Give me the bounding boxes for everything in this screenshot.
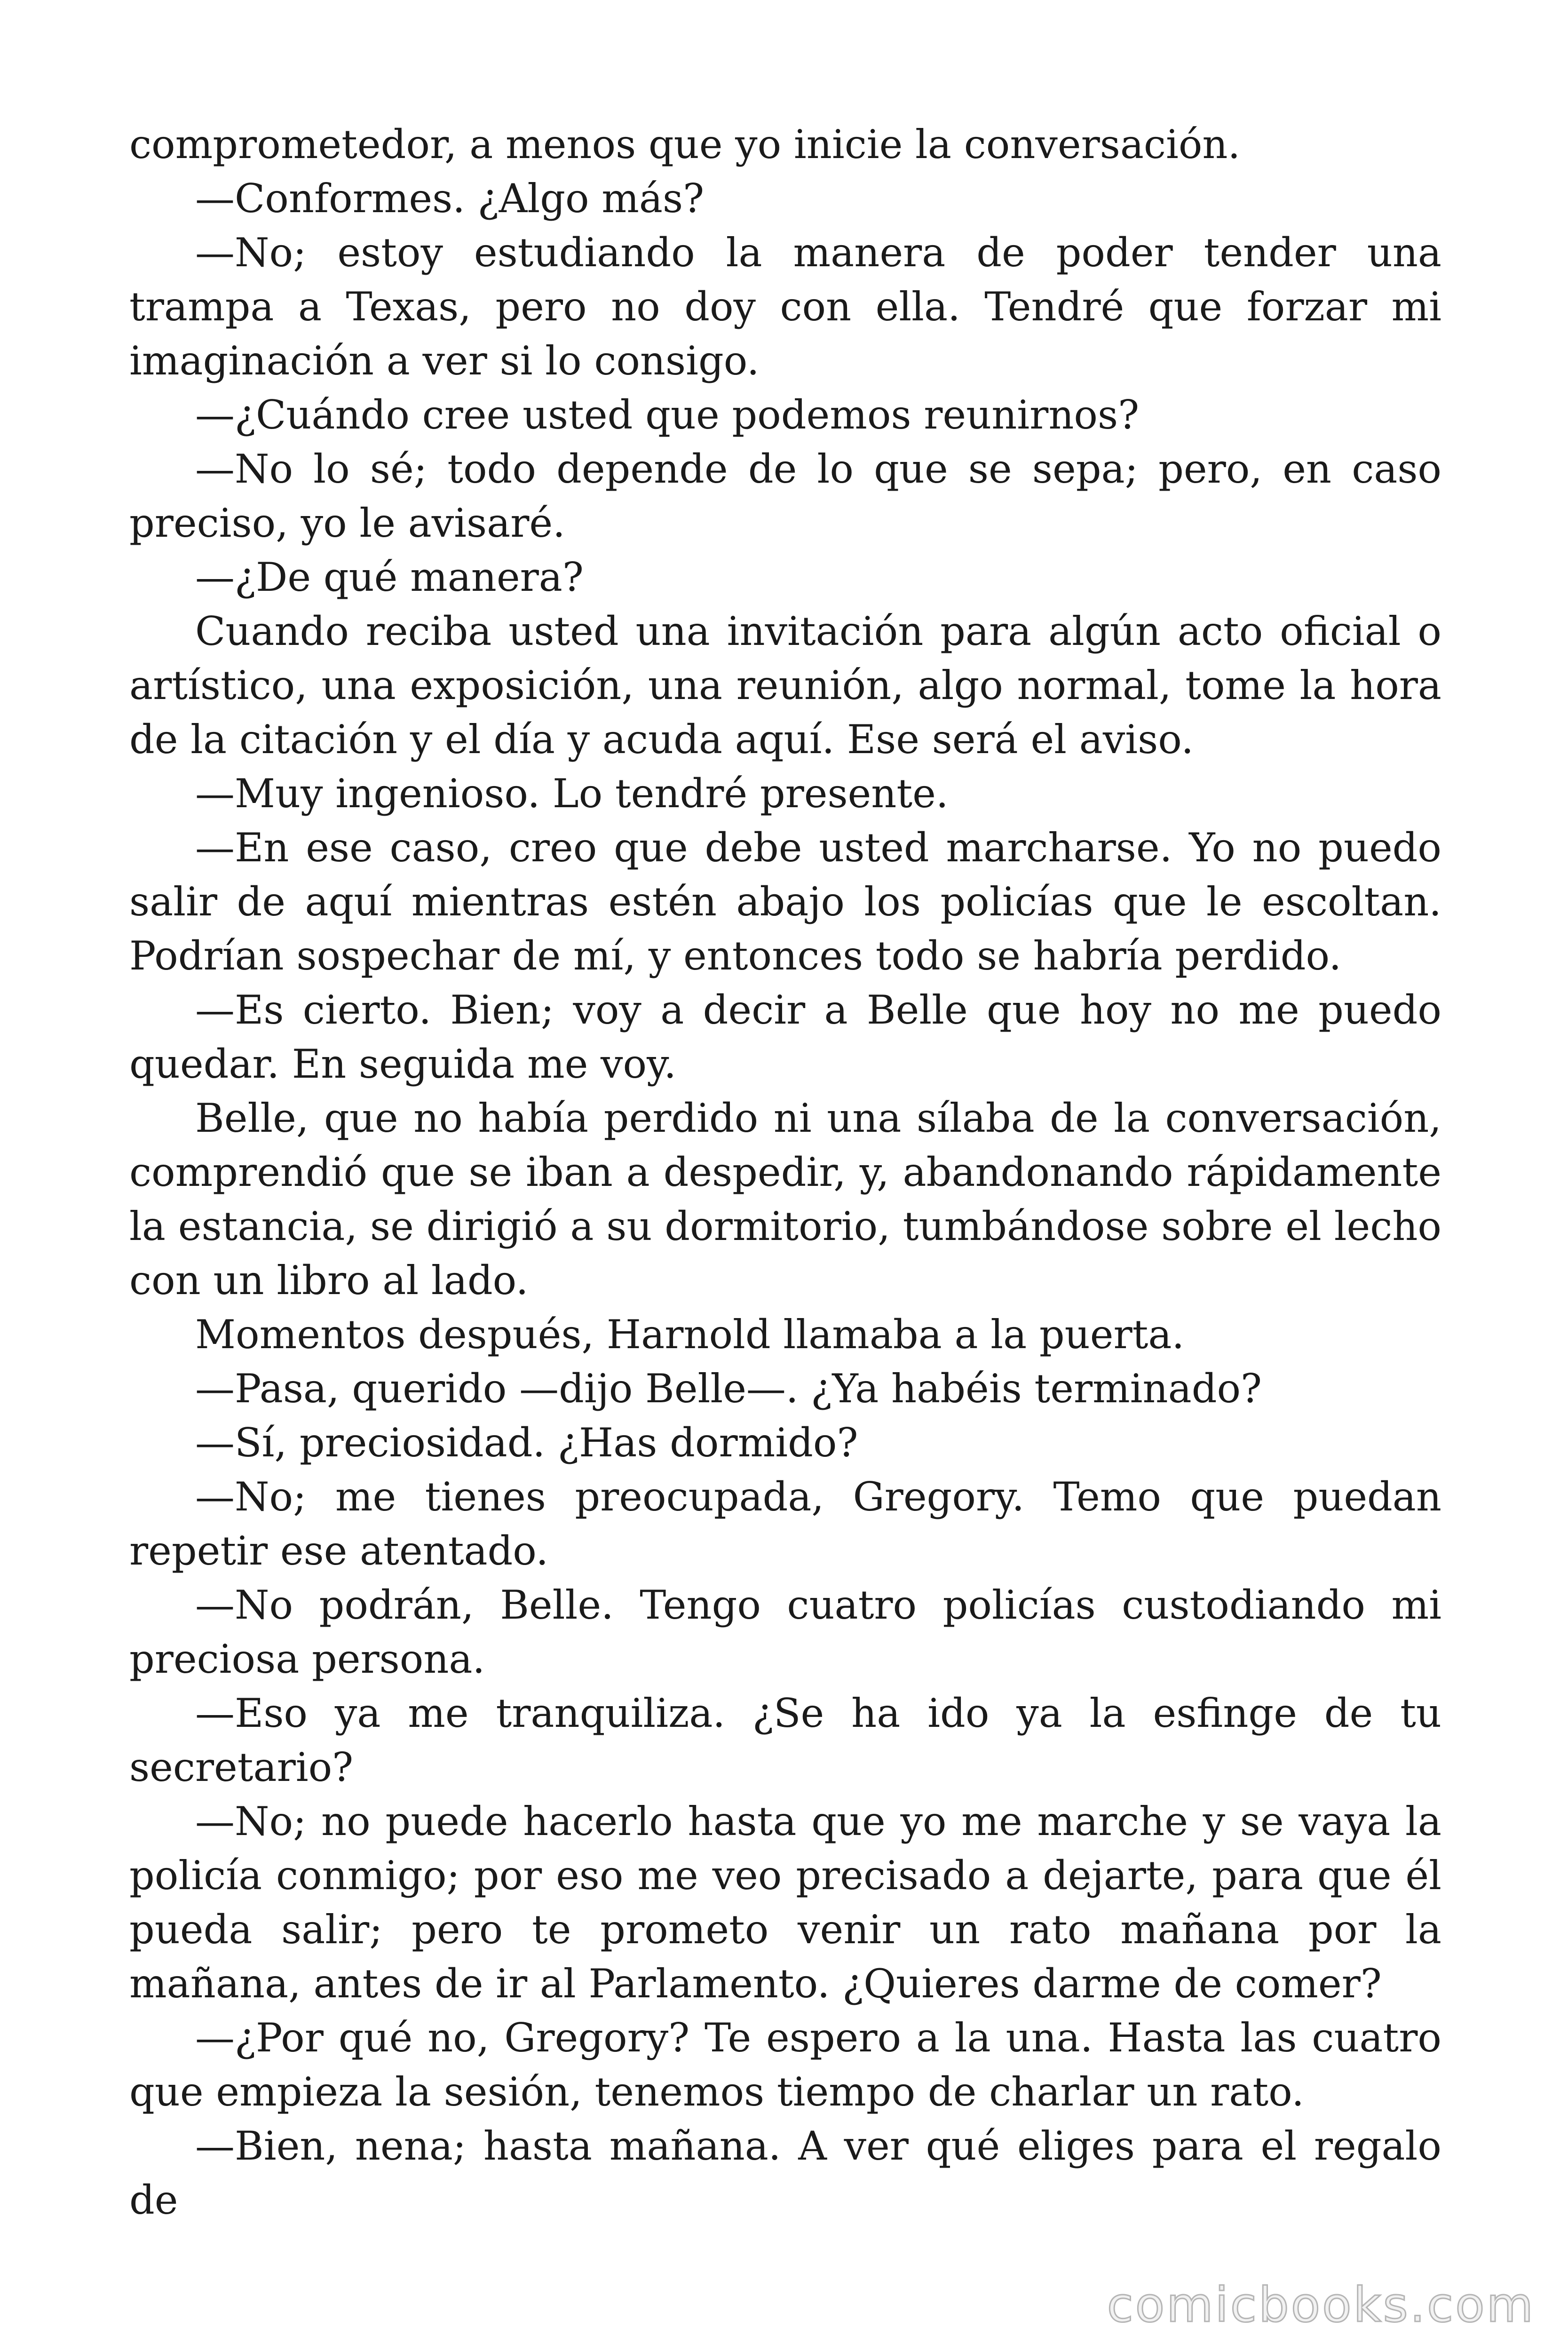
paragraph: Momentos después, Harnold llamaba a la puerta. [195,1311,1185,1358]
paragraph: —En ese caso, creo que debe usted marcharse. Yo no puedo salir de aquí mientras estén abajo los policías que le escoltan. Podrían sospechar de mí, y entonces todo se habría perdido. [129,825,1441,979]
paragraph: —No podrán, Belle. Tengo cuatro policías custodiando mi preciosa persona. [129,1582,1441,1682]
watermark: comicbooks.com [1107,2277,1535,2333]
paragraph: —Sí, preciosidad. ¿Has dormido? [195,1420,858,1466]
paragraph: —No; no puede hacerlo hasta que yo me marche y se vaya la policía conmigo; por eso me veo precisado a dejarte, para que él pueda salir; pero te prometo venir un rato mañana por la mañana, antes de ir al Parlamento. ¿Quieres darme de comer? [129,1798,1441,2007]
paragraph: Belle, que no había perdido ni una sílaba de la conversación, comprendió que se iban a despedir, y, abandonando rápidamente la estancia, se dirigió a su dormitorio, tumbándose sobre el lecho con un libro al lado. [129,1095,1441,1303]
paragraph: comprometedor, a menos que yo inicie la conversación. [129,121,1241,167]
paragraph: —Muy ingenioso. Lo tendré presente. [195,771,949,817]
body-text [129,118,1441,2227]
paragraph: Cuando reciba usted una invitación para algún acto oficial o artístico, una exposición, una reunión, algo normal, tome la hora de la citación y el día y acuda aquí. Ese será el aviso. [129,608,1441,763]
paragraph: —No; estoy estudiando la manera de poder tender una trampa a Texas, pero no doy con ella. Tendré que forzar mi imaginación a ver si lo consigo. [129,230,1441,384]
paragraph: —Bien, nena; hasta mañana. A ver qué eliges para el regalo de [129,2123,1441,2223]
paragraph: —¿Por qué no, Gregory? Te espero a la una. Hasta las cuatro que empieza la sesión, tenemos tiempo de charlar un rato. [129,2015,1441,2115]
paragraph: —No lo sé; todo depende de lo que se sepa; pero, en caso preciso, yo le avisaré. [129,446,1441,546]
paragraph: —Pasa, querido —dijo Belle—. ¿Ya habéis terminado? [195,1366,1262,1412]
paragraph: —Conformes. ¿Algo más? [195,175,705,222]
paragraph: —No; me tienes preocupada, Gregory. Temo que puedan repetir ese atentado. [129,1474,1441,1574]
paragraph: —¿Cuándo cree usted que podemos reunirnos? [195,392,1140,438]
paragraph: —¿De qué manera? [195,554,584,600]
paragraph: —Eso ya me tranquiliza. ¿Se ha ido ya la esfinge de tu secretario? [129,1690,1441,1790]
paragraph: —Es cierto. Bien; voy a decir a Belle que hoy no me puedo quedar. En seguida me voy. [129,987,1441,1087]
